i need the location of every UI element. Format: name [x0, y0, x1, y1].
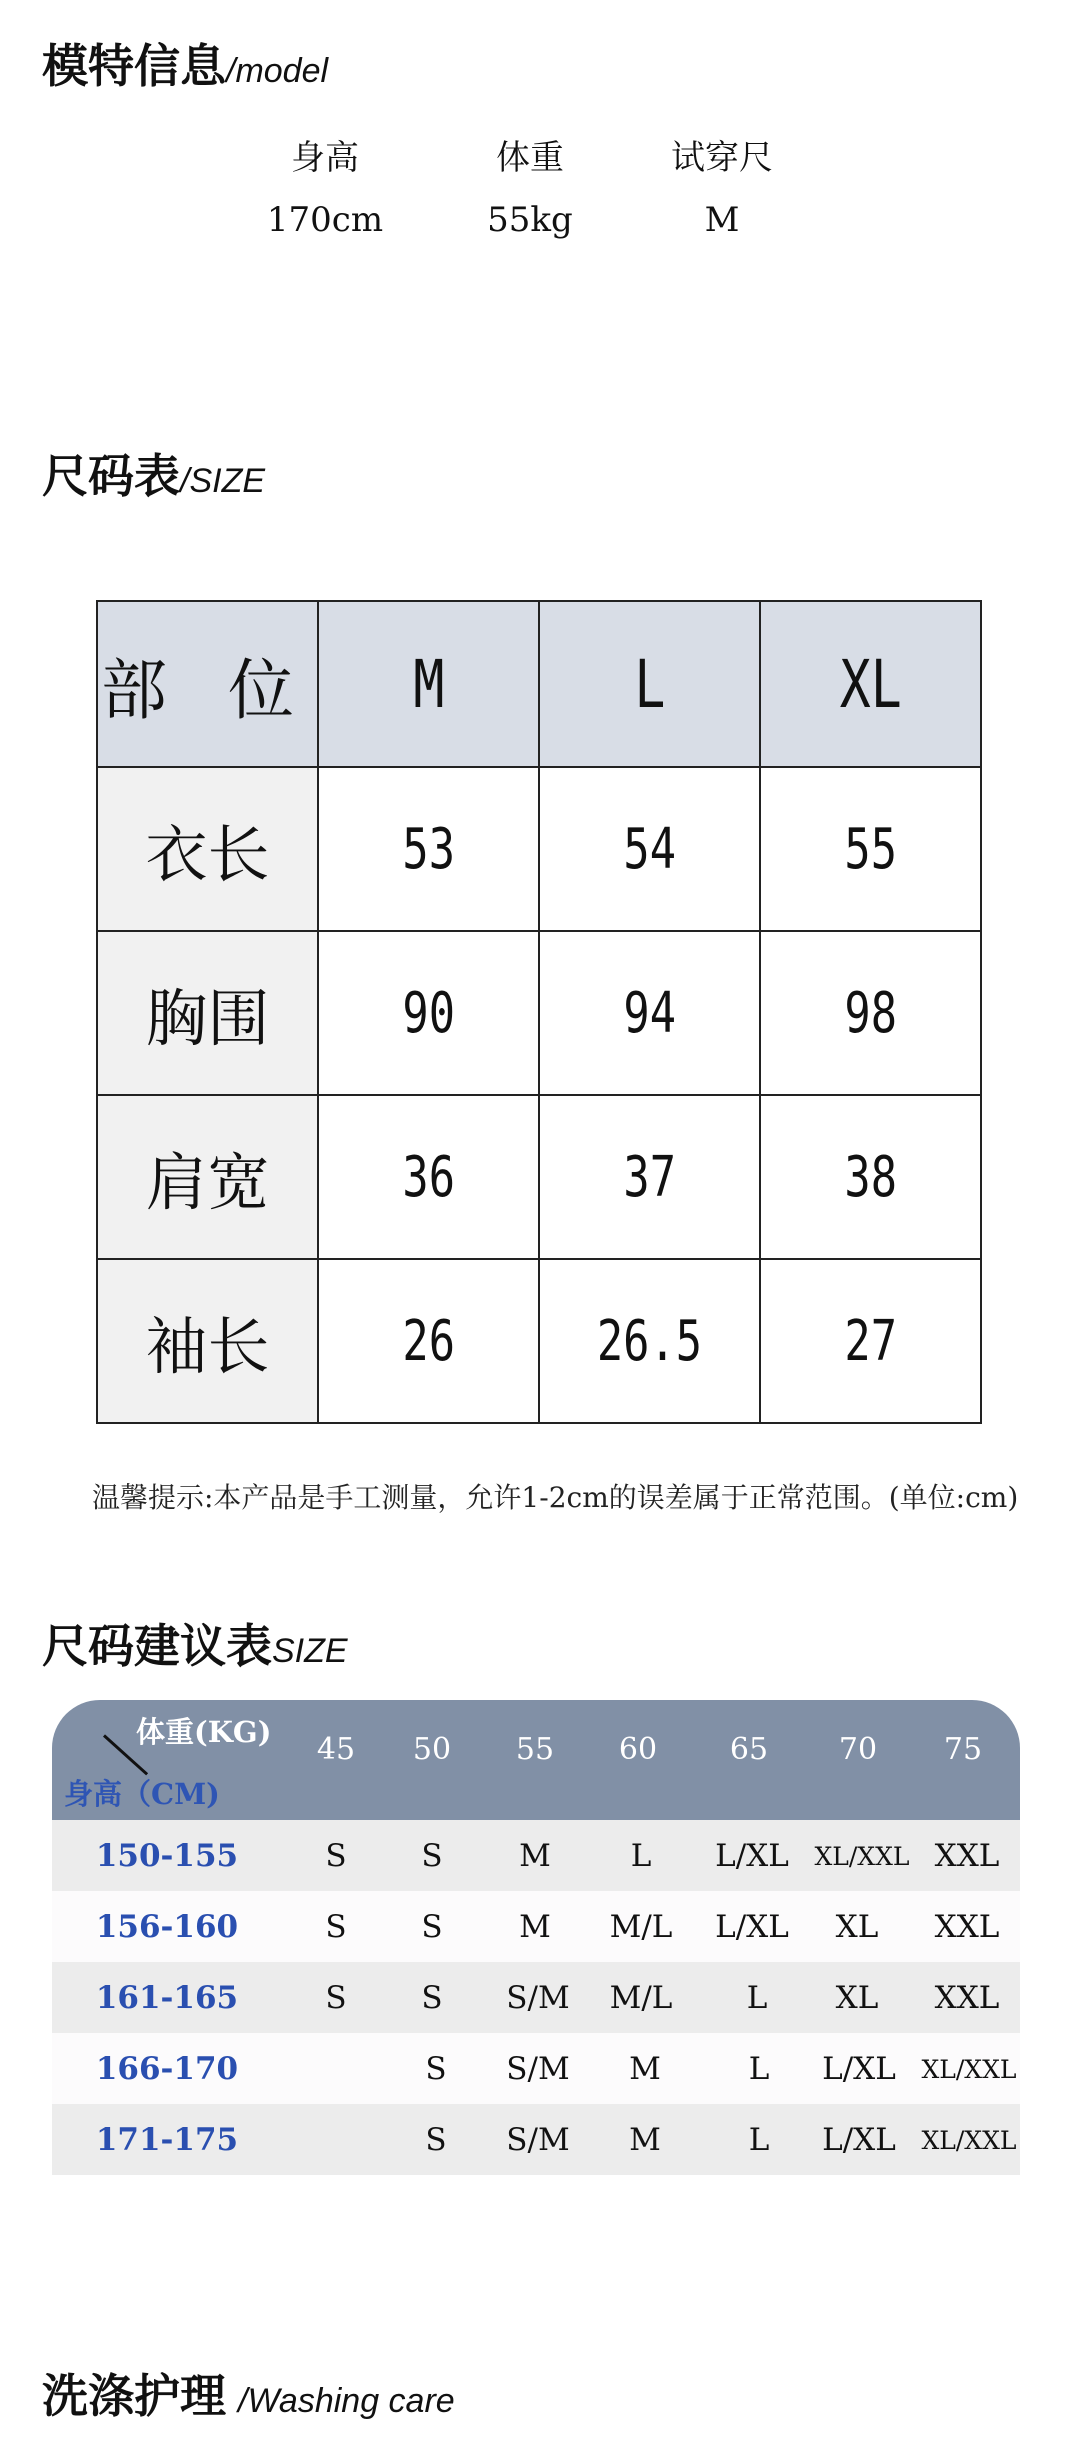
recommend-heading [42, 1610, 348, 1676]
table-row [97, 931, 981, 1095]
header-size-m: M [412, 645, 445, 723]
size-cell: L/XL [822, 2122, 896, 2158]
recommend-header [52, 1700, 1020, 1820]
size-table [96, 600, 982, 1424]
size-cell: M [519, 1838, 551, 1874]
part-label: 衣长 [145, 817, 270, 891]
recommend-title: 尺码建议表 [42, 1619, 272, 1673]
header-size-xl: XL [839, 645, 902, 723]
table-row [97, 1095, 981, 1259]
size-value: 26 [402, 1308, 455, 1374]
model-label-height: 身高 [291, 138, 359, 178]
size-cell: S [421, 1909, 443, 1945]
size-cell: S [425, 2051, 447, 2087]
height-range: 161-165 [95, 1980, 239, 2016]
size-cell: XXL [934, 1838, 1000, 1874]
size-cell: S [425, 2122, 447, 2158]
size-cell: S/M [506, 1980, 570, 2016]
recommend-subtitle: SIZE [272, 1632, 348, 1670]
size-cell: XL/XXL [921, 2126, 1017, 2155]
size-cell: L [746, 1980, 768, 2016]
size-cell: L/XL [715, 1838, 789, 1874]
size-cell: S [325, 1909, 347, 1945]
size-value: 26.5 [596, 1308, 703, 1374]
size-cell: M [629, 2051, 661, 2087]
weight-label: 体重(KG) [136, 1715, 272, 1749]
washing-heading [42, 2360, 455, 2426]
size-cell: S [325, 1980, 347, 2016]
model-title: 模特信息 [42, 39, 226, 93]
size-value: 94 [623, 980, 676, 1046]
size-cell: XXL [934, 1909, 1000, 1945]
size-value: 53 [402, 816, 455, 882]
size-cell: XL [835, 1980, 879, 2016]
size-cell: L [630, 1838, 652, 1874]
model-label-size: 试穿尺 [671, 138, 773, 178]
size-cell: M/L [609, 1909, 673, 1945]
size-heading [42, 440, 265, 506]
model-label-weight: 体重 [496, 138, 564, 178]
size-value: 98 [844, 980, 897, 1046]
size-value: 55 [844, 816, 897, 882]
size-cell: XXL [934, 1980, 1000, 2016]
weight-col: 50 [412, 1732, 452, 1767]
size-cell: S/M [506, 2122, 570, 2158]
header-size-l: L [633, 645, 666, 723]
size-cell: XL/XXL [921, 2055, 1017, 2084]
model-value-weight: 55kg [487, 200, 573, 240]
model-value-height: 170cm [266, 200, 384, 240]
size-cell: L/XL [822, 2051, 896, 2087]
weight-col: 45 [316, 1732, 356, 1767]
size-cell: XL/XXL [814, 1842, 910, 1871]
weight-col: 75 [943, 1732, 983, 1767]
table-row [52, 1891, 1020, 1962]
recommend-table [52, 1700, 1020, 2175]
table-row [52, 1962, 1020, 2033]
weight-col: 70 [838, 1732, 878, 1767]
size-cell: M [629, 2122, 661, 2158]
height-range: 166-170 [95, 2051, 239, 2087]
size-cell: S/M [506, 2051, 570, 2087]
size-cell: M/L [609, 1980, 673, 2016]
table-row [97, 1259, 981, 1423]
size-cell: S [421, 1838, 443, 1874]
washing-subtitle: /Washing care [238, 2382, 455, 2420]
model-info [0, 130, 1080, 260]
size-table-header [97, 601, 981, 767]
size-cell: L/XL [715, 1909, 789, 1945]
measurement-note: 温馨提示:本产品是手工测量，允许1-2cm的误差属于正常范围。(单位:cm) [92, 1481, 1019, 1514]
table-row [52, 1820, 1020, 1891]
size-cell: L [748, 2122, 770, 2158]
table-row [52, 2104, 1020, 2175]
part-label: 胸围 [145, 981, 270, 1055]
weight-col: 55 [515, 1732, 555, 1767]
size-value: 38 [844, 1144, 897, 1210]
size-value: 27 [844, 1308, 897, 1374]
size-title: 尺码表 [42, 449, 180, 503]
weight-col: 65 [729, 1732, 769, 1767]
weight-col: 60 [618, 1732, 658, 1767]
height-range: 171-175 [95, 2122, 239, 2158]
size-subtitle: /SIZE [180, 462, 266, 500]
part-label: 袖长 [145, 1309, 270, 1383]
height-label: 身高（CM) [64, 1777, 220, 1811]
size-cell: XL [835, 1909, 879, 1945]
header-part: 部 位 [101, 651, 314, 729]
part-label: 肩宽 [145, 1145, 270, 1219]
model-value-size: M [704, 200, 740, 240]
size-value: 90 [402, 980, 455, 1046]
size-value: 54 [623, 816, 676, 882]
size-cell: S [325, 1838, 347, 1874]
table-row [52, 2033, 1020, 2104]
table-row [97, 767, 981, 931]
size-value: 37 [623, 1144, 676, 1210]
size-cell: M [519, 1909, 551, 1945]
size-value: 36 [402, 1144, 455, 1210]
washing-title: 洗涤护理 [42, 2369, 226, 2423]
size-cell: L [748, 2051, 770, 2087]
height-range: 156-160 [95, 1909, 239, 1945]
height-range: 150-155 [95, 1838, 239, 1874]
model-heading [42, 30, 328, 96]
model-subtitle: /model [226, 52, 329, 90]
size-cell: S [421, 1980, 443, 2016]
